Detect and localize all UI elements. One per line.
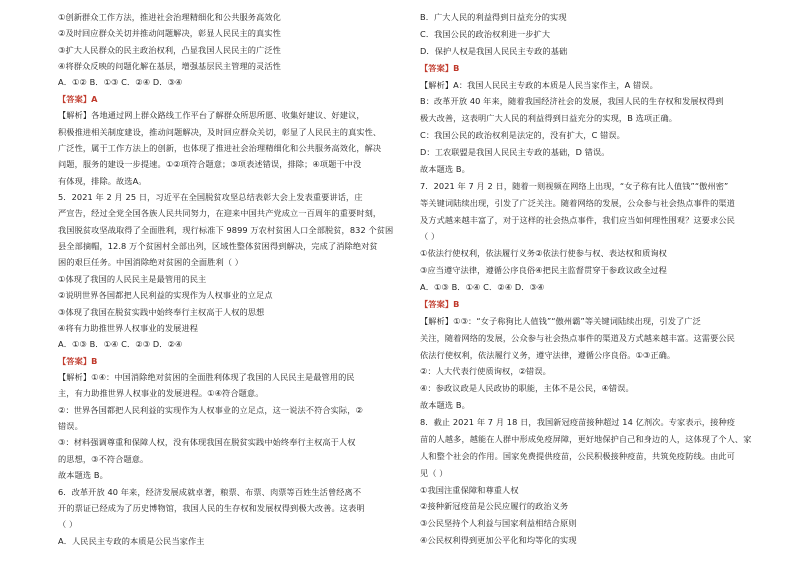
answer-label: 【答案】B: [420, 298, 460, 309]
option-line: ①依法行使权利，依法履行义务②依法行使参与权、表达权和质询权: [420, 248, 667, 259]
question-line: 苗的人越多，越能在人群中形成免疫屏障，更好地保护自己和身边的人，这体现了个人、家: [420, 433, 752, 444]
answer-label: 【答案】A: [58, 93, 98, 104]
question-line: 县全部摘帽，12.8 万个贫困村全部出列，区域性整体贫困得到解决，完成了消除绝对贫: [58, 241, 378, 252]
explanation-line: 极大改善，这表明广大人民的利益得到日益充分的实现，B 选项正确。: [420, 113, 678, 124]
option-line: ③应当遵守法律，遵循公序良俗④把民主监督贯穿于参政议政全过程: [420, 265, 667, 276]
question-line: 困的艰巨任务。中国消除绝对贫困的全面胜利（ ）: [58, 257, 244, 268]
choices-line: A．①③ B．①④ C．②④ D．③④: [420, 282, 545, 292]
option-line: ③体现了我国在脱贫实践中始终奉行主权高于人权的思想: [58, 306, 265, 317]
option-line: ①创新群众工作方法，推进社会治理精细化和公共服务高效化: [58, 12, 281, 22]
explanation-line: ②：人大代表行使质询权，②错误。: [420, 366, 551, 377]
question-line: 我国脱贫攻坚战取得了全面胜利，现行标准下 9899 万农村贫困人口全部脱贫，832 个贫困: [58, 224, 394, 235]
question-line: 8．截止 2021 年 7 月 18 日，我国新冠疫苗接种超过 14 亿剂次。专家表示，接种疫: [420, 417, 736, 427]
option-line: ③公民坚持个人利益与国家利益相结合原则: [420, 518, 577, 529]
conclusion-line: 故本题选 B。: [58, 470, 108, 481]
answer-label: 【答案】B: [420, 62, 460, 73]
question-line: （ ）: [58, 519, 78, 530]
explanation-line: 关注，随着网络的发展，公众参与社会热点事件的渠道及方式越来越丰富。这需要公民: [420, 332, 735, 343]
question-line: 人和整个社会的作用。国家免费提供疫苗，公民积极接种疫苗，共筑免疫防线。由此可: [420, 450, 735, 461]
question-line: 等关键词陆续出现，引发了广泛关注。随着网络的发展，公众参与社会热点事件的渠道: [420, 197, 735, 208]
explanation-line: 【解析】①④：中国消除绝对贫困的全面胜利体现了我国的人民民主是最管用的民: [58, 372, 355, 382]
explanation-line: 广泛性，属于工作方法上的创新，也体现了推进社会治理精细化和公共服务高效化，解决: [58, 142, 382, 153]
explanation-line: D：工农联盟是我国人民民主专政的基础，D 错误。: [420, 147, 610, 157]
question-line: 见（ ）: [420, 467, 448, 478]
answer-label: 【答案】B: [58, 355, 98, 366]
option-line: ③扩大人民群众的民主政治权利，凸显我国人民民主的广泛性: [58, 44, 281, 55]
option-line: A．人民民主专政的本质是公民当家作主: [58, 535, 205, 546]
explanation-line: C：我国公民的政治权利是法定的，没有扩大，C 错误。: [420, 130, 625, 141]
explanation-line: ②：世界各国都把人民利益的实现作为人权事业的立足点，这一说法不符合实际，②: [58, 404, 363, 415]
question-line: 5．2021 年 2 月 25 日，习近平在全国脱贫攻坚总结表彰大会上发表重要讲话，庄: [58, 192, 363, 202]
question-line: 严宣告，经过全党全国各族人民共同努力，在迎来中国共产党成立一百周年的重要时刻，: [58, 208, 382, 219]
option-line: D．保护人权是我国人民民主专政的基础: [420, 45, 568, 56]
option-line: ①体现了我国的人民民主是最管用的民主: [58, 273, 207, 284]
question-line: 6．改革开放 40 年来，经济发展成就卓著，粮票、布票、肉票等百姓生活曾经离不: [58, 486, 362, 497]
explanation-line: 错误。: [58, 421, 83, 432]
explanation-line: B：改革开放 40 年来，随着我国经济社会的发展，我国人民的生存权和发展权得到: [420, 96, 724, 107]
choices-line: A．①③ B．①④ C．②③ D．②④: [58, 339, 183, 350]
question-line: 7．2021 年 7 月 2 日，随着一则视频在网络上出现，“女子称有比人值钱”“傲州密”: [420, 180, 729, 191]
explanation-line: 【解析】A：我国人民民主专政的本质是人民当家作主，A 错误。: [420, 79, 658, 90]
option-line: ④将群众反映的问题化解在基层，增强基层民主管理的灵活性: [58, 61, 281, 72]
explanation-line: 积极推进相关制度建设，推动问题解决，及时回应群众关切，彰显了人民民主的真实性、: [58, 126, 382, 137]
explanation-line: ③：材料强调尊重和保障人权，没有体现我国在脱贫实践中始终奉行主权高于人权: [58, 437, 356, 448]
option-line: ①我国注重保障和尊重人权: [420, 484, 519, 495]
conclusion-line: 故本题选 B。: [420, 163, 470, 174]
option-line: ②说明世界各国都把人民利益的实现作为人权事业的立足点: [58, 290, 273, 301]
option-line: ④公民权利得到更加公平化和均等化的实现: [420, 535, 577, 546]
option-line: ②接种新冠疫苗是公民应履行的政治义务: [420, 501, 569, 512]
option-line: ④将有力助推世界人权事业的发展进程: [58, 322, 199, 333]
explanation-line: 依法行使权利，依法履行义务，遵守法律，遵循公序良俗。①③正确。: [420, 349, 676, 360]
conclusion-line: 故本题选 B。: [420, 400, 470, 411]
explanation-line: 主，有力助推世界人权事业的发展进程。①④符合题意。: [58, 388, 264, 399]
option-line: C．我国公民的政治权利进一步扩大: [420, 28, 551, 39]
explanation-line: 【解析】①③：“女子称狗比人值钱”“傲州霸”等关键词陆续出现，引发了广泛: [420, 315, 701, 326]
option-line: ②及时回应群众关切并推动问题解决，彰显人民民主的真实性: [58, 28, 281, 39]
explanation-line: 的思想，③不符合题意。: [58, 453, 149, 464]
question-line: （ ）: [420, 231, 440, 242]
option-line: B．广大人民的利益得到日益充分的实现: [420, 12, 567, 22]
choices-line: A．①② B．①③ C．②④ D．③④: [58, 77, 183, 88]
explanation-line: 有体现，排除。故选A。: [58, 175, 147, 186]
explanation-line: ④：参政议政是人民政协的职能，主体不是公民，④错误。: [420, 383, 634, 394]
explanation-line: 【解析】各地通过网上群众路线工作平台了解群众所思所愿、收集好建议、好建议，: [58, 110, 365, 121]
question-line: 开的票证已经成为了历史博物馆，我国人民的生存权和发展权得到极大改善。这表明: [58, 502, 365, 513]
explanation-line: 问题，服务的建设一步提速。①②项符合题意；③项表述错误，排除；④项题干中没: [58, 159, 362, 170]
question-line: 及方式越来越丰富了，对于这样的社会热点事件，我们应当如何理性围观？这要求公民: [420, 214, 735, 225]
